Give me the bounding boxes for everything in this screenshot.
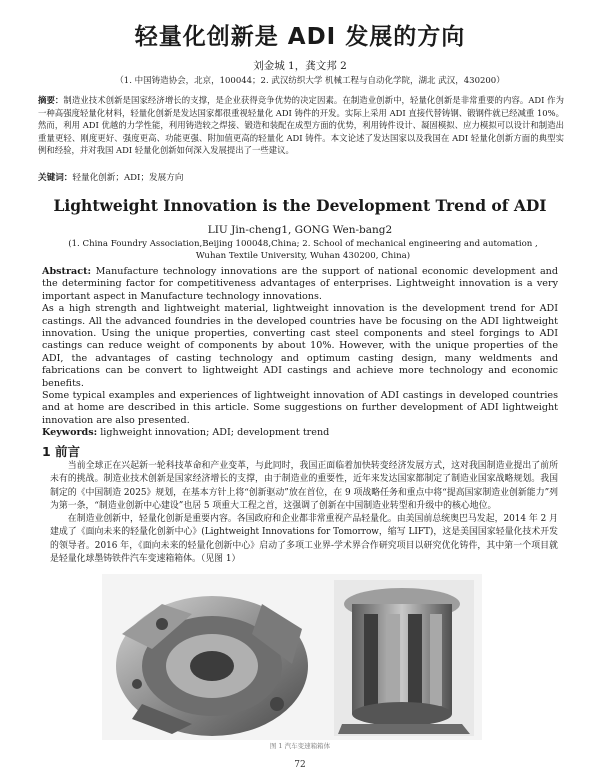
figure-gearbox-housing [102, 574, 482, 740]
english-abstract-p2: As a high strength and lightweight material, lightweight innovation is the development trend for ADI castings. All the advanced foundries in the developed countries have be focusing on the ADI lightweight innovation. Using the unique properties, converting cast steel components and steel forgings to ADI castings can reduce weight of components by about 10%. However, with the unique properties of the ADI, the advantages of casting technology and optimum casting design, many weldments and fabrications can be convert to lightweight ADI castings and achieve more technology and economic benefits. [42, 303, 558, 389]
gearbox-cutaway-photo [334, 580, 474, 736]
english-keywords-text: lighweight innovation; ADI; development trend [100, 427, 330, 439]
gearbox-housing-photo [116, 596, 308, 736]
chinese-authors: 刘金城 1，龚文邦 2 [253, 60, 347, 72]
chinese-abstract-text: 制造业技术创新是国家经济增长的支撑，是企业获得竞争优势的决定因素。在制造业创新中，轻量化创新是非常重要的内容。ADI 作为一种高强度轻量化材料，轻量化创新是发达国家都很重视轻量化 ADI 铸件的开发。实际上采用 ADI 直接代替铸钢、锻钢件就已经减重 10%。然而，利用 ADI 优越的力学性能，利用铸造较之焊接、锻造和装配在成型方面的优势，利用铸件设计、凝固模拟、应力模拟可以设计和制造出重量更轻、刚度更好、强度更高、功能更强、附加值更高的轻量化 ADI 铸件。本文论述了发达国家以及我国在 ADI 轻量化创新方面的典型实例和经验，并对我国 ADI 轻量化创新如何深入发展提出了一些建议。 [38, 95, 565, 155]
chinese-keywords [38, 171, 564, 183]
chinese-abstract-label: 摘要： [38, 95, 64, 105]
chinese-abstract [38, 94, 564, 157]
chinese-keywords-text: 轻量化创新；ADI；发展方向 [72, 173, 184, 183]
english-abstract-p3: Some typical examples and experiences of lightweight innovation of ADI castings in developed countries and at home are described in this article. Some suggestions on further development of ADI lightweight innovation are also presented. [42, 390, 558, 426]
introduction-paragraph-1: 当前全球正在兴起新一轮科技革命和产业变革，与此同时，我国正面临着加快转变经济发展方式，这对我国制造业提出了前所未有的挑战。制造业技术创新是国家经济增长的支撑，由于制造业的重要性，近年来发达国家都制定了制造业国家战略规划。我国制定的《中国制造 2025》规划，在基本方针上将“创新驱动”放在首位，在 9 项战略任务和重点中将“提高国家制造业创新能力”列为第一条，“制造业创新中心建设”也居 5 项重大工程之首，这强调了创新在中国制造业转型和升级中的核心地位。 [50, 461, 558, 511]
english-keywords-label: Keywords: [42, 427, 98, 439]
introduction-paragraph-2: 在制造业创新中，轻量化创新是重要内容。各国政府和企业都非常重视产品轻量化。由美国前总统奥巴马发起，2014 年 2 月建成了《面向未来的轻量化创新中心》(Lightweight Innovations for Tomorrow，缩写 LIFT)，这是美国国家轻量化技术开发的领导者。2016 年，《面向未来的轻量化创新中心》启动了多项工业界-学术界合作研究项目以研究优化铸件，其中第一个项目就是轻量化球墨铸铁件汽车变速箱箱体。（见图 1） [50, 514, 558, 565]
chinese-title: 轻量化创新是 ADI 发展的方向 [134, 24, 466, 50]
english-abstract [42, 266, 558, 440]
figure-caption: 图 1 汽车变速箱箱体 [269, 742, 331, 750]
chinese-affiliation: （1. 中国铸造协会，北京，100044；2. 武汉纺织大学 机械工程与自动化学院，湖北 武汉，430200） [115, 76, 505, 86]
page-number: 72 [294, 760, 306, 770]
english-authors: LIU Jin-cheng1, GONG Wen-bang2 [207, 224, 393, 236]
introduction-body [50, 460, 558, 566]
section-heading-introduction: 1 前言 [42, 444, 81, 459]
english-title: Lightweight Innovation is the Development Trend of ADI [53, 196, 547, 215]
english-abstract-label: Abstract: [42, 266, 92, 277]
english-abstract-p1: Manufacture technology innovations are the support of national economic development and the determining factor for competitiveness advantages of enterprises. Lightweight innovation is a very important aspect in Manufacture technology innovations. [42, 266, 558, 302]
chinese-keywords-label: 关键词： [38, 173, 73, 183]
english-affiliation: (1. China Foundry Association,Beijing 100048,China; 2. School of mechanical engineering and automation , Wuhan Textile University, Wuhan 430200, China) [68, 239, 538, 261]
